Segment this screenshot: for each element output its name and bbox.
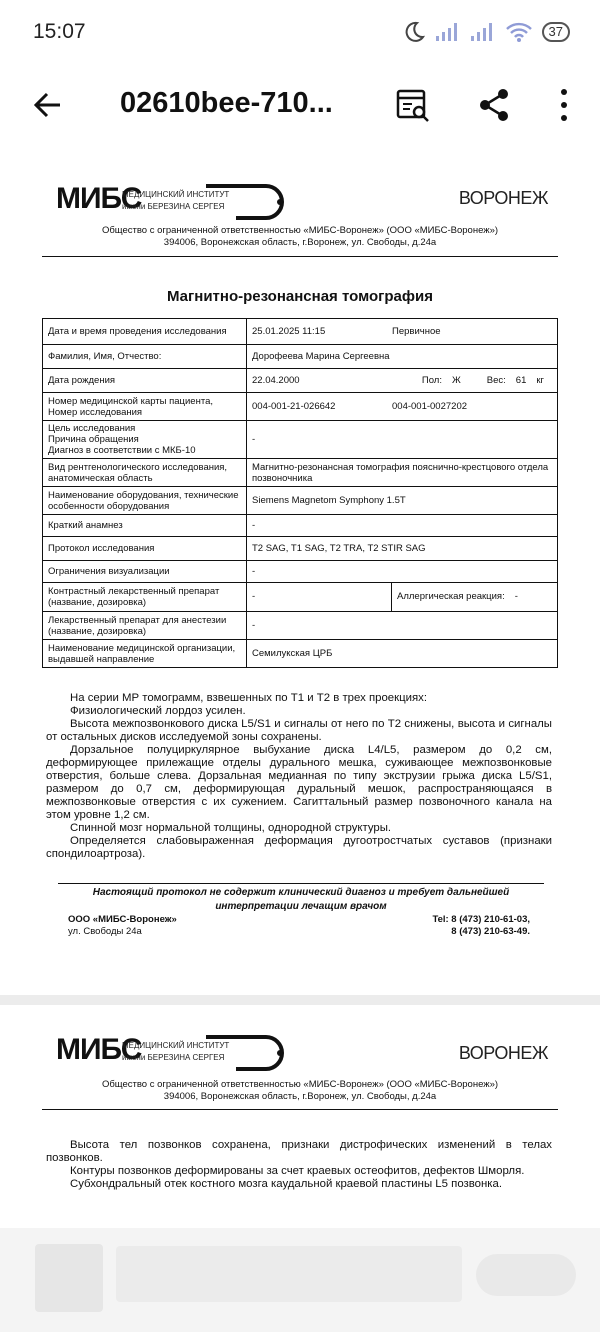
dob-label: Дата рождения — [43, 369, 247, 393]
paragraph: Физиологический лордоз усилен. — [70, 705, 246, 717]
footer-org-address: ул. Свободы 24а — [68, 926, 142, 937]
sex-value: Ж — [452, 375, 461, 386]
placeholder-block — [35, 1244, 103, 1312]
logo-arc-icon — [206, 1033, 296, 1073]
type-label: Вид рентгенологического исследования, анатомическая область — [43, 459, 247, 487]
allergy-value: - — [514, 591, 518, 602]
anesthesia-value: - — [247, 612, 558, 640]
paragraph: Субхондральный отек костного мозга каудальной краевой пластины L5 позвонка. — [70, 1178, 503, 1190]
protocol-label: Протокол исследования — [43, 537, 247, 561]
equipment-value: Siemens Magnetom Symphony 1.5T — [247, 487, 558, 515]
header-divider — [42, 256, 558, 257]
paragraph: Высота межпозвонкового диска L5/S1 и сигналы от него по Т2 снижены, высота и сигналы от остальных дисков исследуемой зоны сохранены. — [46, 718, 552, 743]
date-value: 25.01.2025 11:15 — [252, 326, 326, 337]
signal-icon — [470, 22, 496, 42]
findings-text-continued — [46, 1139, 552, 1191]
city-label: ВОРОНЕЖ — [458, 188, 548, 208]
disclaimer-line-1: Настоящий протокол не содержит клинический диагноз и требует дальнейшей — [92, 887, 510, 898]
org-name: Общество с ограниченной ответственностью «МИБС-Воронеж» (ООО «МИБС-Воронеж») — [101, 1079, 499, 1090]
card-cell — [247, 393, 558, 421]
pdf-page-1 — [0, 160, 600, 995]
org-address: 394006, Воронежская область, г.Воронеж, ул. Свободы, д.24а — [163, 1091, 437, 1102]
placeholder-block — [476, 1254, 576, 1296]
referral-org-label: Наименование медицинской организации, выдавшей направление — [43, 640, 247, 668]
name-label: Фамилия, Имя, Отчество: — [43, 345, 247, 369]
signal-icon — [435, 22, 461, 42]
report-title: Магнитно-резонансная томография — [166, 288, 433, 305]
page-separator — [0, 995, 600, 1005]
org-name: Общество с ограниченной ответственностью «МИБС-Воронеж» (ООО «МИБС-Воронеж») — [101, 225, 499, 236]
table-row — [43, 421, 558, 459]
dob-value: 22.04.2000 — [252, 375, 300, 386]
footer-phone-1: Tel: 8 (473) 210-61-03, — [432, 914, 530, 925]
date-cell — [247, 319, 558, 345]
type-value: Магнитно-резонансная томография пояснично-крестцового отдела позвоночника — [247, 459, 558, 487]
disclaimer — [58, 886, 544, 914]
table-row — [43, 459, 558, 487]
weight-label: Вес: — [486, 375, 506, 386]
next-page-placeholder — [0, 1228, 600, 1332]
findings-text — [46, 692, 552, 861]
status-icons — [402, 20, 570, 44]
sex-weight — [422, 375, 552, 386]
app-bar — [0, 70, 600, 140]
footer-phone-2: 8 (473) 210-63-49. — [451, 926, 530, 937]
city-label: ВОРОНЕЖ — [458, 1043, 548, 1063]
reader-mode-icon[interactable] — [394, 87, 432, 125]
allergy-label: Аллергическая реакция: — [397, 591, 505, 602]
protocol-value: T2 SAG, T1 SAG, T2 TRA, T2 STIR SAG — [247, 537, 558, 561]
logo-text: МИБС — [56, 182, 142, 215]
weight-value: 61 — [515, 375, 527, 386]
wifi-icon — [505, 21, 533, 43]
status-time: 15:07 — [33, 20, 86, 43]
mibs-logo — [56, 1033, 246, 1075]
anamnesis-label: Краткий анамнез — [43, 515, 247, 537]
purpose-value: - — [247, 421, 558, 459]
referral-org-value: Семилукская ЦРБ — [247, 640, 558, 668]
paragraph: На серии МР томограмм, взвешенных по Т1 и Т2 в трех проекциях: — [70, 692, 428, 704]
moon-icon — [402, 20, 426, 44]
document-title: 02610bee-710... — [120, 87, 333, 119]
table-row — [43, 369, 558, 393]
contrast-cell — [247, 583, 558, 612]
table-row — [43, 487, 558, 515]
paragraph: Определяется слабовыраженная деформация дугоотростчатых суставов (признаки спондилоартроза). — [46, 835, 552, 860]
table-row — [43, 561, 558, 583]
mibs-logo — [56, 182, 246, 224]
paragraph: Спинной мозг нормальной толщины, однородной структуры. — [70, 822, 392, 834]
table-row — [43, 583, 558, 612]
patient-info-table — [42, 318, 558, 668]
logo-subtitle-2: имени БЕРЕЗИНА СЕРГЕЯ — [122, 1053, 225, 1062]
org-address: 394006, Воронежская область, г.Воронеж, ул. Свободы, д.24а — [163, 237, 437, 248]
header-divider — [42, 1109, 558, 1110]
limits-label: Ограничения визуализации — [43, 561, 247, 583]
sex-label: Пол: — [421, 375, 442, 386]
logo-subtitle-1: МЕДИЦИНСКИЙ ИНСТИТУТ — [122, 1041, 230, 1050]
card-value: 004-001-21-026642 — [252, 401, 336, 412]
footer-divider — [58, 883, 544, 884]
date-label: Дата и время проведения исследования — [43, 319, 247, 345]
anamnesis-value: - — [247, 515, 558, 537]
placeholder-block — [116, 1246, 462, 1302]
table-row — [43, 319, 558, 345]
card-label: Номер медицинской карты пациента, Номер исследования — [43, 393, 247, 421]
table-row — [43, 640, 558, 668]
dob-cell — [247, 369, 558, 393]
purpose-label: Цель исследования Причина обращения Диагноз в соответствии с МКБ-10 — [43, 421, 247, 459]
contrast-label: Контрастный лекарственный препарат (название, дозировка) — [43, 583, 247, 612]
table-row — [43, 393, 558, 421]
back-arrow-icon[interactable] — [30, 87, 66, 123]
logo-text: МИБС — [56, 1033, 142, 1066]
anesthesia-label: Лекарственный препарат для анестезии (название, дозировка) — [43, 612, 247, 640]
contrast-value: - — [247, 583, 392, 611]
table-row — [43, 612, 558, 640]
table-row — [43, 345, 558, 369]
table-row — [43, 537, 558, 561]
paragraph: Высота тел позвонков сохранена, признаки дистрофических изменений в телах позвонков. — [46, 1139, 552, 1164]
pdf-page-2 — [0, 1005, 600, 1225]
footer-org-name: ООО «МИБС-Воронеж» — [68, 914, 177, 925]
study-number: 004-001-0027202 — [392, 401, 468, 412]
footer-org — [68, 914, 177, 938]
logo-arc-icon — [206, 182, 296, 222]
weight-unit: кг — [536, 375, 544, 386]
share-icon[interactable] — [476, 87, 512, 123]
visit-type: Первичное — [392, 326, 441, 337]
disclaimer-line-2: интерпретации лечащим врачом — [215, 901, 387, 912]
paragraph: Дорзальное полуциркулярное выбухание диска L4/L5, размером до 0,2 см, деформирующее прилежащие отделы дурального мешка, суживающее межпозвонковые отверстия, больше слева. Дорзальная медианная по типу экструзии грыжа диска L5/S1, размером до 0,7 см, деформирующая дуральный мешок, распространяющаяся в межпозвонковые отверстия с их сужением. Сагиттальный размер позвоночного канала на этом уровне 1,2 см. — [46, 744, 552, 821]
logo-subtitle-2: имени БЕРЕЗИНА СЕРГЕЯ — [122, 202, 225, 211]
paragraph: Контуры позвонков деформированы за счет краевых остеофитов, дефектов Шморля. — [70, 1165, 525, 1177]
footer-phones — [432, 914, 530, 938]
battery-icon: 37 — [542, 22, 570, 42]
more-vert-icon[interactable] — [552, 86, 576, 124]
logo-subtitle-1: МЕДИЦИНСКИЙ ИНСТИТУТ — [122, 190, 230, 199]
table-row — [43, 515, 558, 537]
limits-value: - — [247, 561, 558, 583]
name-value: Дорофеева Марина Сергеевна — [247, 345, 558, 369]
status-bar — [0, 0, 600, 66]
equipment-label: Наименование оборудования, технические особенности оборудования — [43, 487, 247, 515]
